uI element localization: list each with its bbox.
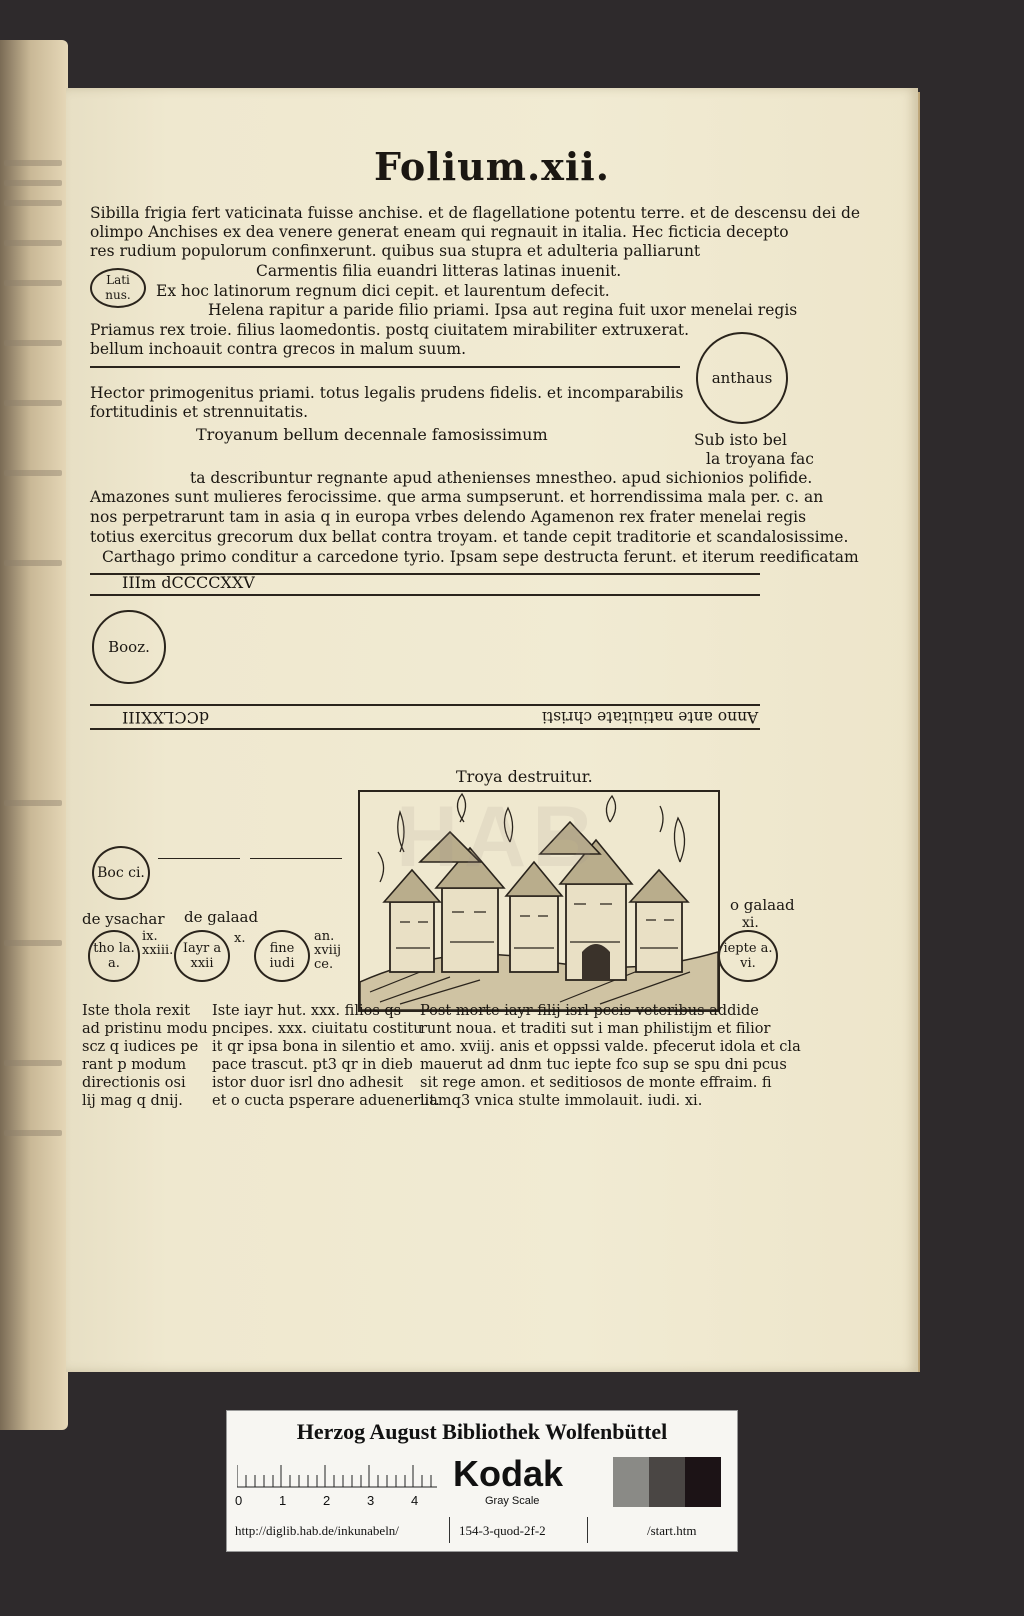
anno-mirrored: Anno ante natiuitate christi	[542, 708, 759, 726]
column-line: istor duor isrl dno adhesit	[212, 1075, 404, 1091]
text-line: la troyana fac	[706, 450, 814, 468]
text-line: res rudium populorum confinxerunt. quibus sua stupra et adulteria palliarunt	[90, 242, 701, 260]
woodcut-caption: Troya destruitur.	[456, 767, 593, 786]
gray-swatch-mid	[649, 1457, 685, 1507]
text-line: Carthago primo conditur a carcedone tyrio. Ipsam sepe destructa ferunt. et iterum reedificatam	[102, 548, 859, 566]
url-divider	[587, 1517, 588, 1543]
faded-text	[4, 180, 62, 186]
column-iayr	[212, 1002, 440, 1110]
url-part-3: /start.htm	[647, 1523, 697, 1538]
faded-text	[4, 400, 62, 406]
facing-page-edge	[0, 40, 68, 1430]
faded-text	[4, 800, 62, 806]
scale-number: 2	[323, 1493, 331, 1508]
column-line: pace trascut. pt3 qr in dieb	[212, 1057, 413, 1073]
text-line: olimpo Anchises ex dea venere generat eneam qui regnauit in italia. Hec ficticia decepto	[90, 223, 789, 241]
text-line: Amazones sunt mulieres ferocissime. que arma sumpserunt. et horrendissima mala per. c. an	[90, 488, 824, 506]
watermark: HAB	[396, 789, 601, 885]
circle-fine-iudicum: fine iudi	[254, 930, 310, 982]
faded-text	[4, 240, 62, 246]
page-title: Folium.xii.	[374, 144, 610, 189]
library-color-card	[226, 1410, 738, 1552]
text-line: Helena rapitur a paride filio priami. Ipsa aut regina fuit uxor menelai regis	[208, 301, 798, 319]
label-x: x.	[234, 931, 246, 946]
faded-text	[4, 200, 62, 206]
label-de-galaad: de galaad	[184, 908, 259, 926]
divider	[90, 704, 760, 706]
text-line: bellum inchoauit contra grecos in malum suum.	[90, 340, 467, 358]
circle-boccii: Boc ci.	[92, 846, 150, 900]
text-line: totius exercitus grecorum dux bellat contra troyam. et tande cepit traditorie et scandalosissime.	[90, 528, 849, 546]
column-line: scz q iudices pe	[82, 1039, 199, 1055]
column-line: Iste iayr hut. xxx. filios qs	[212, 1003, 402, 1019]
column-line: runt noua. et traditi sut i man philistijm et filior	[420, 1021, 771, 1037]
faded-text	[4, 1130, 62, 1136]
circle-latinus: Lati nus.	[90, 268, 146, 308]
scale-number: 1	[279, 1493, 287, 1508]
text-line: fortitudinis et strennuitatis.	[90, 403, 309, 421]
label-xi: xi.	[742, 915, 759, 931]
faded-text	[4, 940, 62, 946]
scale-number: 0	[235, 1493, 243, 1508]
circle-anthaus: anthaus	[696, 332, 788, 424]
text-line: Ex hoc latinorum regnum dici cepit. et laurentum defecit.	[156, 282, 610, 300]
column-line: ad pristinu modu	[82, 1021, 208, 1037]
label-de-ysachar: de ysachar	[82, 910, 165, 928]
column-line: et o cucta psperare aduenerut.	[212, 1093, 440, 1109]
scale-number: 3	[367, 1493, 375, 1508]
library-name: Herzog August Bibliothek Wolfenbüttel	[296, 1419, 668, 1444]
gray-swatch-dark	[685, 1457, 721, 1507]
label-an-xviij: an. xviij ce.	[314, 929, 342, 972]
gray-scale-label: Gray Scale	[485, 1495, 540, 1507]
url-divider	[449, 1517, 450, 1543]
text-line: ta describuntur regnante apud athenienses mnestheo. apud sichionios polifide.	[190, 469, 813, 487]
text-line: Sub isto bel	[694, 431, 787, 449]
scale-number: 4	[411, 1493, 419, 1508]
text-line: Carmentis filia euandri litteras latinas inuenit.	[256, 262, 622, 280]
column-line: lij mag q dnij.	[82, 1093, 183, 1109]
label-o-galaad: o galaad	[730, 896, 795, 914]
faded-text	[4, 280, 62, 286]
url-part-1: http://diglib.hab.de/inkunabeln/	[235, 1523, 399, 1538]
circle-booz: Booz.	[92, 610, 166, 684]
column-iepte	[420, 1002, 801, 1110]
connector-line	[158, 858, 240, 859]
column-line: rant p modum	[82, 1057, 187, 1073]
text-line: Priamus rex troie. filius laomedontis. postq ciuitatem mirabiliter extruxerat.	[90, 321, 690, 339]
column-thola	[82, 1002, 212, 1110]
column-line: liamq3 vnica stulte immolauit. iudi. xi.	[420, 1093, 703, 1109]
column-line: mauerut ad dnm tuc iepte fco sup se spu dni pcus	[420, 1057, 787, 1073]
column-line: sit rege amon. et seditiosos de monte effraim. fi	[420, 1075, 772, 1091]
column-line: Post morte iayr filij isrl pccis veteribus addide	[420, 1003, 759, 1019]
text-line: Hector primogenitus priami. totus legalis prudens fidelis. et incomparabilis	[90, 384, 684, 402]
faded-text	[4, 560, 62, 566]
year-bottom-mirrored: dCCLXXIII	[122, 708, 210, 727]
connector-line	[250, 858, 342, 859]
circle-iayr: Iayr a xxii	[174, 930, 230, 982]
faded-text	[4, 160, 62, 166]
scale-ruler	[237, 1461, 437, 1489]
year-top: IIIm dCCCCXXV	[122, 573, 255, 592]
faded-text	[4, 1060, 62, 1066]
column-line: it qr ipsa bona in silentio et	[212, 1039, 415, 1055]
faded-text	[4, 470, 62, 476]
circle-iepte: iepte a. vi.	[718, 930, 778, 982]
text-line: Sibilla frigia fert vaticinata fuisse anchise. et de flagellatione potentu terre. et de descensu dei de	[90, 204, 861, 222]
divider	[90, 728, 760, 730]
text-line: nos perpetrarunt tam in asia q in europa vrbes delendo Agamenon rex frater menelai regis	[90, 508, 807, 526]
column-line: amo. xviij. anis et oppssi valde. pfecerut idola et cla	[420, 1039, 801, 1055]
text-line: Troyanum bellum decennale famosissimum	[196, 425, 548, 444]
divider	[90, 594, 760, 596]
gray-swatch-light	[613, 1457, 649, 1507]
label-xxiii: ix. xxiii.	[142, 929, 174, 958]
column-line: directionis osi	[82, 1075, 186, 1091]
column-line: pncipes. xxx. ciuitatu costitu	[212, 1021, 423, 1037]
manuscript-page	[66, 88, 918, 1372]
url-part-2: 154-3-quod-2f-2	[459, 1523, 546, 1538]
kodak-logo: Kodak	[453, 1453, 564, 1494]
faded-text	[4, 340, 62, 346]
divider	[90, 366, 680, 368]
column-line: Iste thola rexit	[82, 1003, 191, 1019]
circle-thola: tho la. a.	[88, 930, 140, 982]
